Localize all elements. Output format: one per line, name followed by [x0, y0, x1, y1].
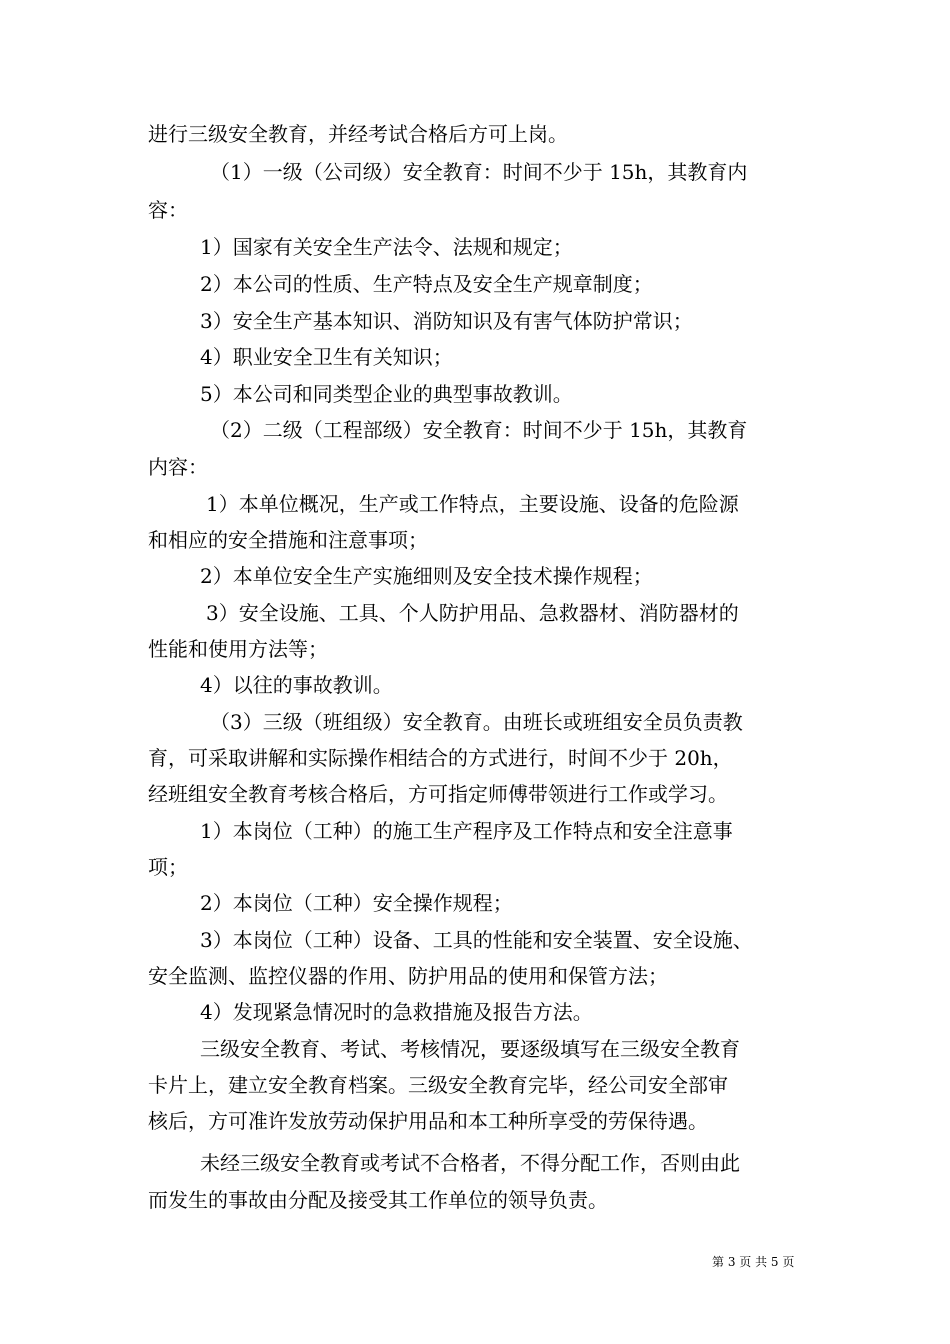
text-line: 5）本公司和同类型企业的典型事故教训。 [200, 382, 573, 406]
text-line: 1）本岗位（工种）的施工生产程序及工作特点和安全注意事 [200, 819, 733, 843]
page-footer: 第 3 页 共 5 页 [712, 1255, 795, 1269]
text-line: 内容： [148, 455, 208, 479]
text-line: 2）本单位安全生产实施细则及安全技术操作规程； [200, 564, 653, 588]
text-line: 核后，方可准许发放劳动保护用品和本工种所享受的劳保待遇。 [148, 1109, 708, 1133]
text-line: 安全监测、监控仪器的作用、防护用品的使用和保管方法； [148, 964, 668, 988]
text-line: （1）一级（公司级）安全教育：时间不少于 15h，其教育内 [210, 160, 748, 184]
text-line: 三级安全教育、考试、考核情况，要逐级填写在三级安全教育 [200, 1037, 740, 1061]
text-line: 4）职业安全卫生有关知识； [200, 345, 453, 369]
text-line: 未经三级安全教育或考试不合格者，不得分配工作，否则由此 [200, 1151, 740, 1175]
text-line: 2）本公司的性质、生产特点及安全生产规章制度； [200, 272, 653, 296]
text-line: 3）安全生产基本知识、消防知识及有害气体防护常识； [200, 309, 693, 333]
text-line: 1）本单位概况，生产或工作特点，主要设施、设备的危险源 [206, 492, 739, 516]
text-line: （3）三级（班组级）安全教育。由班长或班组安全员负责教 [210, 710, 743, 734]
text-line: 1）国家有关安全生产法令、法规和规定； [200, 235, 573, 259]
text-line: 4）发现紧急情况时的急救措施及报告方法。 [200, 1000, 593, 1024]
text-line: 项； [148, 855, 188, 879]
text-line: （2）二级（工程部级）安全教育：时间不少于 15h，其教育 [210, 418, 748, 442]
text-line: 容： [148, 198, 188, 222]
text-line: 卡片上，建立安全教育档案。三级安全教育完毕，经公司安全部审 [148, 1073, 728, 1097]
text-line: 而发生的事故由分配及接受其工作单位的领导负责。 [148, 1188, 608, 1212]
text-line: 进行三级安全教育，并经考试合格后方可上岗。 [148, 122, 568, 146]
text-line: 和相应的安全措施和注意事项； [148, 528, 428, 552]
text-line: 性能和使用方法等； [148, 637, 328, 661]
text-line: 4）以往的事故教训。 [200, 673, 393, 697]
text-line: 3）本岗位（工种）设备、工具的性能和安全装置、安全设施、 [200, 928, 753, 952]
text-line: 3）安全设施、工具、个人防护用品、急救器材、消防器材的 [206, 601, 739, 625]
text-line: 育，可采取讲解和实际操作相结合的方式进行，时间不少于 20h， [148, 746, 733, 770]
text-line: 经班组安全教育考核合格后，方可指定师傅带领进行工作或学习。 [148, 782, 728, 806]
text-line: 2）本岗位（工种）安全操作规程； [200, 891, 513, 915]
